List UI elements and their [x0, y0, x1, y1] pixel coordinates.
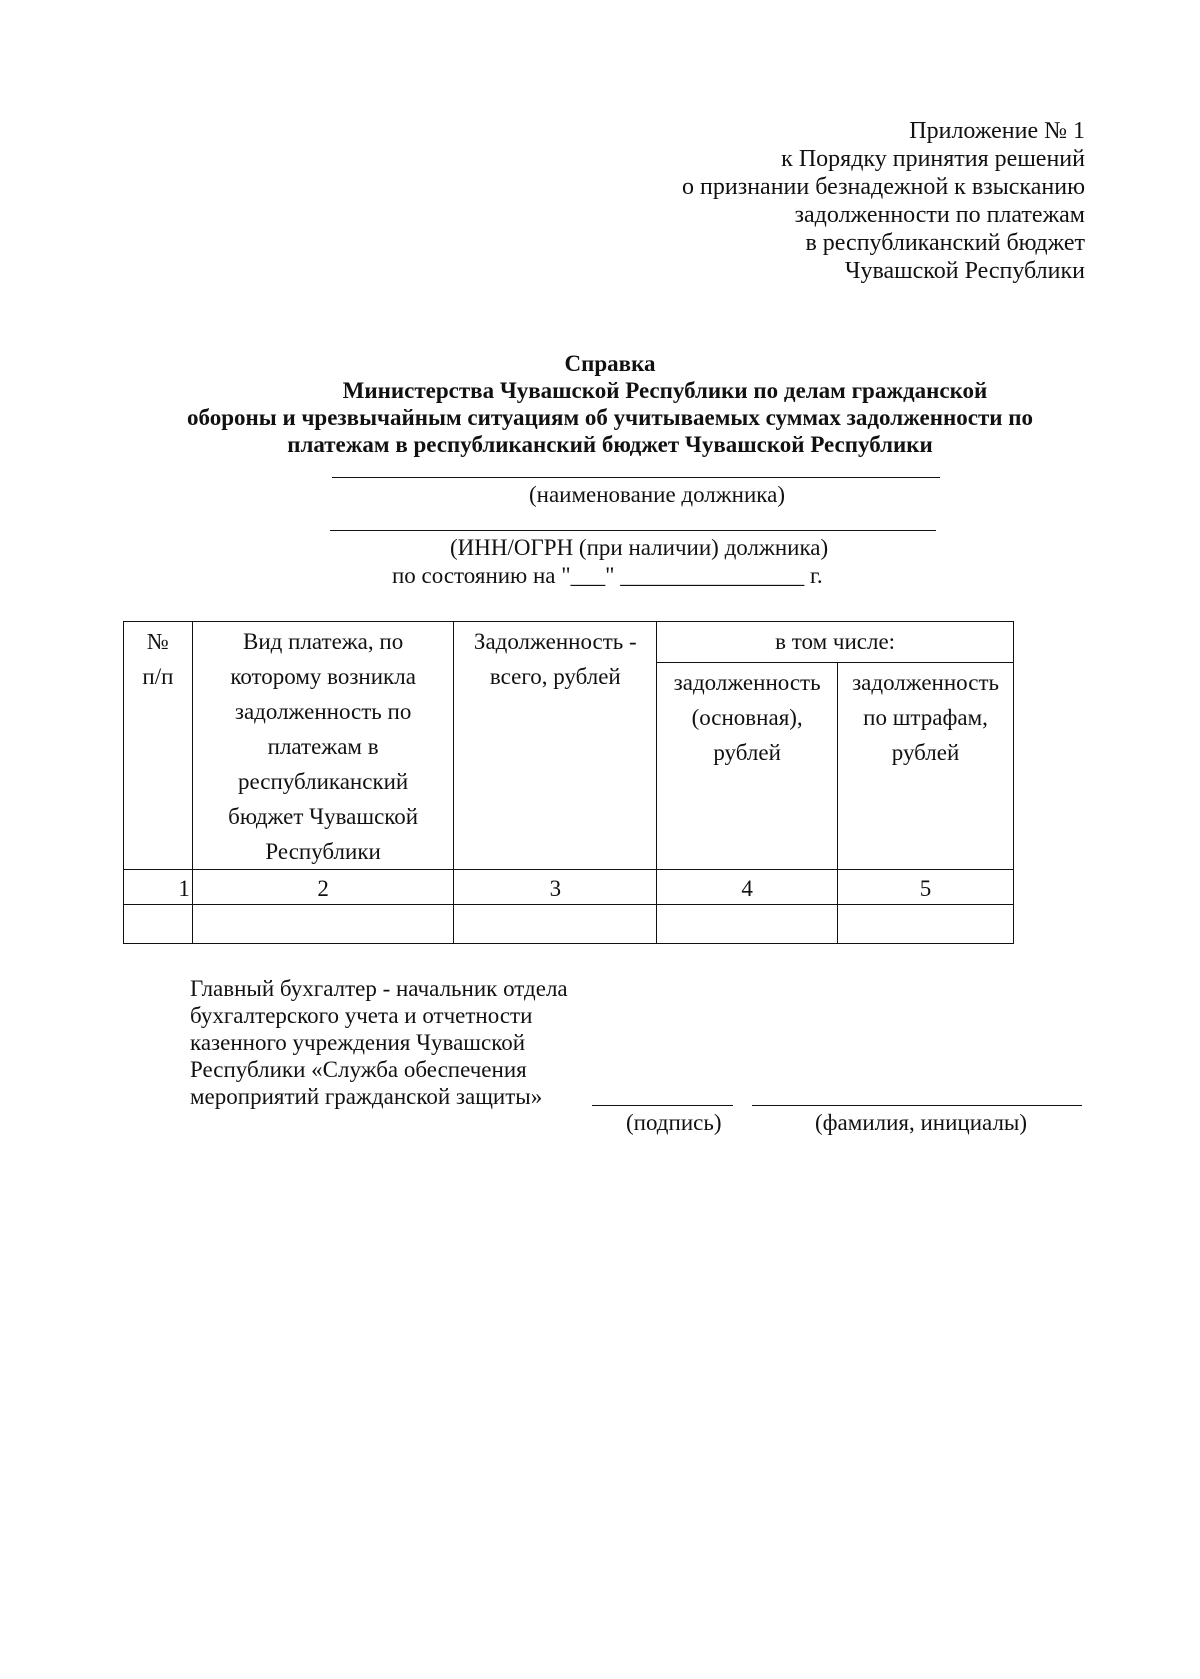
column-number: 4	[657, 870, 838, 905]
debtor-inn-caption: (ИНН/ОГРН (при наличии) должника)	[450, 535, 829, 560]
debt-table	[123, 621, 1014, 944]
annex-line: задолженности по платежам	[794, 202, 1085, 228]
title-heading: Справка	[564, 351, 656, 376]
table-row-numbers	[124, 870, 1014, 905]
signatory-line: Главный бухгалтер - начальник отдела	[190, 976, 568, 1001]
column-number: 3	[454, 870, 657, 905]
signatory-block	[190, 975, 568, 1110]
as-of-date: по состоянию на "___" ________________ г.	[392, 563, 823, 588]
annex-reference	[682, 117, 1085, 285]
table-cell[interactable]	[454, 905, 657, 944]
title-line-2: обороны и чрезвычайным ситуациям об учитываемых суммах задолженности по	[187, 405, 1033, 430]
annex-line: к Порядку принятия решений	[781, 146, 1085, 172]
signatory-line: бухгалтерского учета и отчетности	[190, 1003, 533, 1028]
signature-caption: (подпись)	[626, 1110, 722, 1135]
column-number: 5	[838, 870, 1014, 905]
header-main-debt: задолженность (основная), рублей	[657, 663, 838, 870]
table-cell[interactable]	[838, 905, 1014, 944]
table-cell[interactable]	[124, 905, 193, 944]
title-line-1: Министерства Чувашской Республики по делам гражданской	[342, 378, 988, 403]
table-cell[interactable]	[192, 905, 454, 944]
table-row	[124, 905, 1014, 944]
annex-line: Чувашской Республики	[844, 258, 1085, 284]
annex-line: в республиканский бюджет	[805, 230, 1085, 256]
table-header-row	[124, 622, 1014, 663]
debtor-name-caption: (наименование должника)	[529, 482, 785, 507]
name-initials-caption: (фамилия, инициалы)	[815, 1110, 1028, 1135]
annex-line: о признании безнадежной к взысканию	[682, 174, 1085, 200]
name-initials-line[interactable]	[752, 1105, 1082, 1106]
signatory-line: мероприятий гражданской защиты»	[190, 1084, 543, 1109]
annex-line: Приложение № 1	[909, 118, 1085, 144]
header-total-debt: Задолженность - всего, рублей	[454, 622, 657, 870]
column-number: 2	[192, 870, 454, 905]
table-cell[interactable]	[657, 905, 838, 944]
signatory-line: казенного учреждения Чувашской	[190, 1030, 526, 1055]
document-title	[130, 350, 1090, 458]
header-payment-type: Вид платежа, по которому возникла задолженность по платежам в республиканский бюджет Чувашской Республики	[192, 622, 454, 870]
debtor-name-line[interactable]	[332, 477, 940, 478]
header-including: в том числе:	[657, 622, 1014, 663]
header-fines-debt: задолженность по штрафам, рублей	[838, 663, 1014, 870]
column-number: 1	[124, 870, 193, 905]
signatory-line: Республики «Служба обеспечения	[190, 1057, 527, 1082]
header-num: № п/п	[124, 622, 193, 870]
title-line-3: платежам в республиканский бюджет Чувашской Республики	[287, 432, 933, 457]
signature-line[interactable]	[592, 1105, 733, 1106]
debtor-inn-line[interactable]	[330, 530, 936, 531]
